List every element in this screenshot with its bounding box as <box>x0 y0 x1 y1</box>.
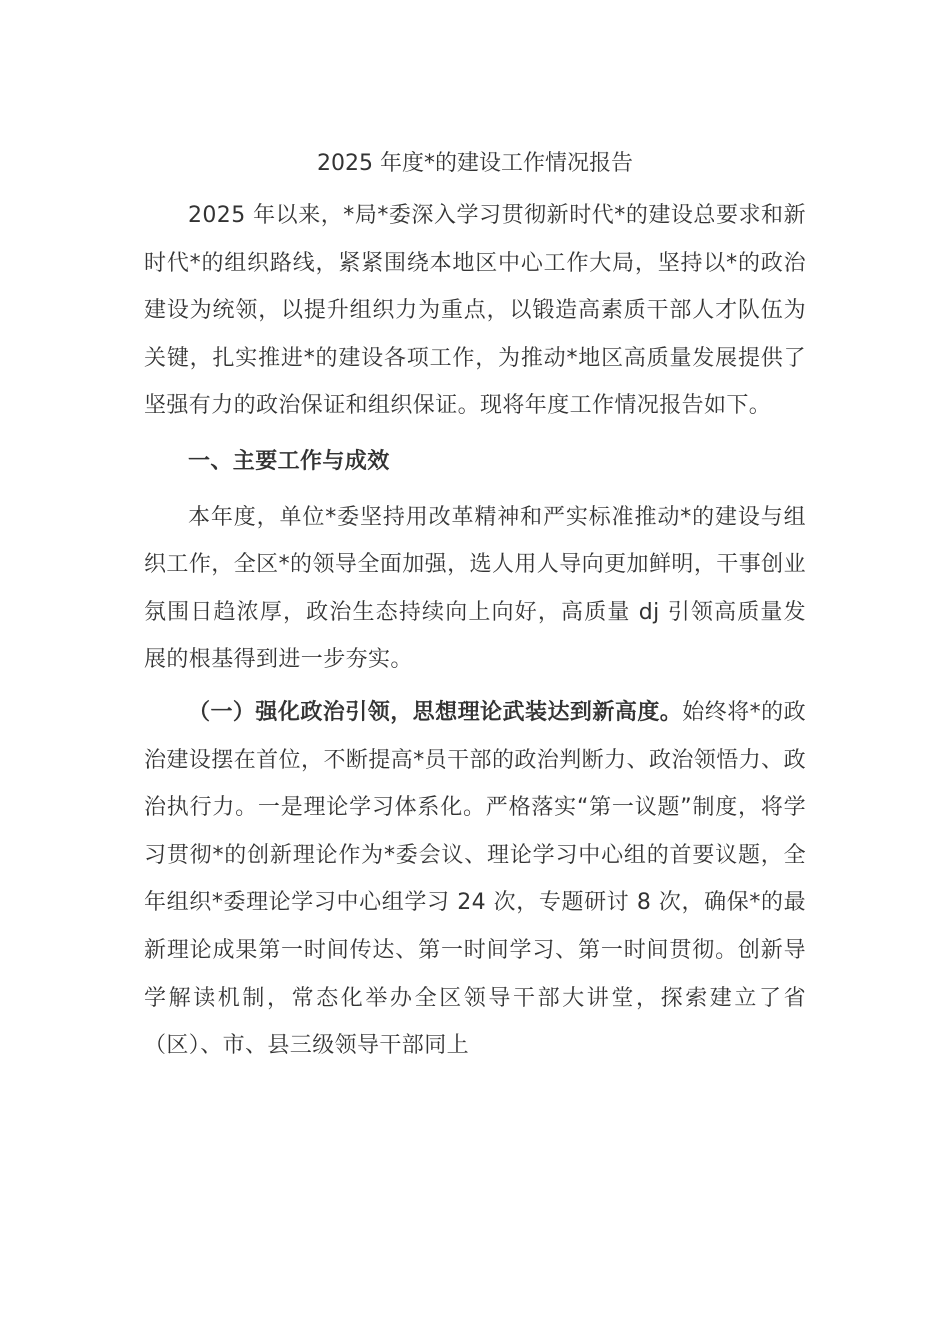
subsection-heading-political-leadership: （一）强化政治引领，思想理论武装达到新高度。 <box>188 699 683 725</box>
section-heading-main-work: 一、主要工作与成效 <box>188 448 390 474</box>
subsection-paragraph-political-leadership <box>144 689 806 1070</box>
section-summary-paragraph: 本年度，单位*委坚持用改革精神和严实标准推动*的建设与组织工作，全区*的领导全面加强，选人用人导向更加鲜明，干事创业氛围日趋浓厚，政治生态持续向上向好，高质量 dj 引领高质量发展的根基得到进一步夯实。 <box>144 504 806 673</box>
intro-paragraph: 2025 年以来，*局*委深入学习贯彻新时代*的建设总要求和新时代*的组织路线，紧紧围绕本地区中心工作大局，坚持以*的政治建设为统领，以提升组织力为重点，以锻造高素质干部人才队伍为关键，扎实推进*的建设各项工作，为推动*地区高质量发展提供了坚强有力的政治保证和组织保证。现将年度工作情况报告如下。 <box>144 203 806 419</box>
document-body <box>144 140 806 1070</box>
subsection-body-political-leadership: 始终将*的政治建设摆在首位，不断提高*员干部的政治判断力、政治领悟力、政治执行力。一是理论学习体系化。严格落实“第一议题”制度，将学习贯彻*的创新理论作为*委会议、理论学习中心组的首要议题，全年组织*委理论学习中心组学习 24 次，专题研讨 8 次，确保*的最新理论成果第一时间传达、第一时间学习、第一时间贯彻。创新导学解读机制，常态化举办全区领导干部大讲堂，探索建立了省（区）、市、县三级领导干部同上 <box>144 699 806 1059</box>
document-title: 2025 年度*的建设工作情况报告 <box>317 151 633 176</box>
